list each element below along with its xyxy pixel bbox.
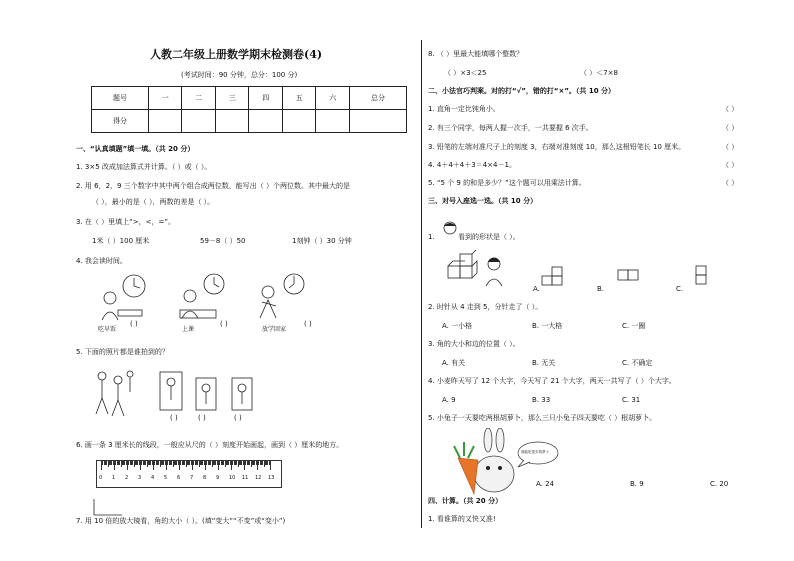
scene-caption: 上课 xyxy=(182,326,195,333)
judge-answer-paren[interactable]: （ ） xyxy=(722,161,739,169)
question-2: 2. 用 6，2，9 三个数字中其中两个组合成两位数，能写出（ ）个两位数。其中最大的是 xyxy=(76,182,350,190)
ruler-number: 6 xyxy=(177,475,181,481)
ruler-number: 7 xyxy=(190,475,194,481)
question-6: 6. 画一条 3 厘米长的线段，一般应从尺的（ ）刻度开始画起，画到（ ）厘米的地方。 xyxy=(76,441,344,449)
column-divider xyxy=(421,40,422,528)
choice-1-option[interactable]: A. xyxy=(533,285,540,293)
section-3-heading: 三、对号入座选一选。（共 10 分） xyxy=(428,197,538,205)
photo-answer-blank[interactable]: ( ) xyxy=(198,414,206,422)
time-answer-blank[interactable]: ( ) xyxy=(304,320,312,328)
question-7: 7. 用 10 倍的放大镜看，角的大小（ ）。(填“变大”“不变”或“变小”) xyxy=(76,517,286,525)
calc-question-1: 1. 看谁算的又快又准! xyxy=(428,515,496,523)
ruler-number: 5 xyxy=(164,475,168,481)
score-cell[interactable] xyxy=(182,110,216,133)
score-cell[interactable] xyxy=(282,110,316,133)
question-2-cont: （ ），最小的是（ ），两数的差是（ ）。 xyxy=(92,198,215,206)
choice-3-option[interactable]: A. 有关 xyxy=(442,359,466,367)
score-table-header: 一 xyxy=(148,87,182,110)
choice-5-option[interactable]: A. 24 xyxy=(536,480,555,488)
question-5: 5. 下面的照片都是谁拍到的？ xyxy=(76,348,169,356)
choice-4-option[interactable]: B. 33 xyxy=(532,396,551,404)
score-cell[interactable] xyxy=(349,110,406,133)
view-option-b-shape xyxy=(616,268,640,282)
question-3-item: 1刻钟（ ）30 分钟 xyxy=(292,237,352,245)
choice-5: 5. 小兔子一天要吃两根胡萝卜，那么三只小兔子四天要吃（ ）根胡萝卜。 xyxy=(428,414,657,422)
ruler-number: 0 xyxy=(99,475,103,481)
question-1: 1. 3×5 改成加法算式并计算。（ ）或（ ）。 xyxy=(76,163,212,171)
score-cell[interactable] xyxy=(148,110,182,133)
question-8-item: （ ）＜7×8 xyxy=(580,69,618,77)
choice-3: 3. 角的大小和边的位置（ ）。 xyxy=(428,340,520,348)
ruler-number: 1 xyxy=(112,475,116,481)
view-option-c-shape xyxy=(694,264,708,286)
choice-4: 4. 小麦昨天写了 12 个大字，今天写了 21 个大字，两天一共写了（ ）个大字。 xyxy=(428,377,676,385)
choice-3-option[interactable]: C. 不确定 xyxy=(622,359,653,367)
photo-answer-blank[interactable]: ( ) xyxy=(234,414,242,422)
section-4-heading: 四、计算。（共 20 分） xyxy=(428,497,503,505)
cubes-and-viewer-illustration xyxy=(444,250,510,290)
question-8-item: （ ）×3＜25 xyxy=(444,69,487,77)
judge-answer-paren[interactable]: （ ） xyxy=(722,124,739,132)
choice-2-option[interactable]: C. 一圈 xyxy=(622,322,646,330)
angle-icon xyxy=(90,497,124,519)
question-3-item: 59－8（ ）50 xyxy=(200,237,246,245)
score-table-header: 三 xyxy=(215,87,249,110)
choice-4-option[interactable]: C. 31 xyxy=(622,396,641,404)
clock-scenes-illustration xyxy=(96,272,306,324)
ruler-number: 11 xyxy=(242,475,249,481)
judge-item: 2. 有三个同学，每两人握一次手，一共要握 6 次手。 xyxy=(428,124,593,132)
ruler-tick xyxy=(270,461,271,470)
ruler xyxy=(96,460,282,488)
ruler-number: 4 xyxy=(151,475,155,481)
score-table-header: 六 xyxy=(316,87,350,110)
score-cell[interactable] xyxy=(316,110,350,133)
photo-answer-blank[interactable]: ( ) xyxy=(170,414,178,422)
question-8: 8. （ ）里最大能填哪个整数？ xyxy=(428,50,524,58)
score-cell[interactable] xyxy=(215,110,249,133)
section-1-heading: 一、“认真填题”填一填。（共 20 分） xyxy=(76,145,195,153)
judge-item: 1. 直角一定比钝角小。 xyxy=(428,105,500,113)
score-cell[interactable] xyxy=(249,110,283,133)
judge-item: 5. “5 个 9 的和是多少？”这个题可以用乘法计算。 xyxy=(428,179,586,187)
choice-1-number: 1. xyxy=(428,233,435,241)
judge-item: 4. 4＋4＋4＋3＝4×4－1。 xyxy=(428,161,516,169)
judge-answer-paren[interactable]: （ ） xyxy=(722,105,739,113)
ruler-number: 2 xyxy=(125,475,129,481)
view-option-a-shape xyxy=(540,266,564,286)
ruler-number: 9 xyxy=(216,475,220,481)
choice-2-option[interactable]: A. 一小格 xyxy=(442,322,473,330)
judge-answer-paren[interactable]: （ ） xyxy=(722,143,739,151)
choice-1-text: 看到的形状是（ ）。 xyxy=(458,233,520,241)
question-4: 4. 我会读时间。 xyxy=(76,257,127,265)
choice-3-option[interactable]: B. 无关 xyxy=(532,359,556,367)
ruler-number: 12 xyxy=(255,475,262,481)
scene-caption: 吃早饭 xyxy=(98,326,117,333)
score-row-label: 得分 xyxy=(92,110,149,133)
ruler-number: 10 xyxy=(229,475,236,481)
judge-answer-paren[interactable]: （ ） xyxy=(722,179,739,187)
question-3: 3. 在（ ）里填上“>，<，=”。 xyxy=(76,218,175,226)
time-answer-blank[interactable]: ( ) xyxy=(130,320,138,328)
choice-4-option[interactable]: A. 9 xyxy=(442,396,456,404)
choice-2-option[interactable]: B. 一大格 xyxy=(532,322,563,330)
scene-caption: 放学回家 xyxy=(262,326,287,333)
score-table-header: 题号 xyxy=(92,87,149,110)
choice-1-option[interactable]: C. xyxy=(676,285,684,293)
question-3-item: 1米（ ）100 厘米 xyxy=(92,237,150,245)
choice-5-option[interactable]: B. 9 xyxy=(630,480,644,488)
ruler-number: 13 xyxy=(268,475,275,481)
speech-bubble-text: 我能吃很多胡萝卜 xyxy=(521,450,549,454)
score-table-header: 四 xyxy=(249,87,283,110)
page-title: 人教二年级上册数学期末检测卷(4) xyxy=(150,48,323,61)
photographers-illustration xyxy=(92,368,292,418)
score-table-header: 二 xyxy=(182,87,216,110)
ruler-number: 3 xyxy=(138,475,142,481)
choice-1-option[interactable]: B. xyxy=(597,285,605,293)
score-table-header: 五 xyxy=(282,87,316,110)
time-answer-blank[interactable]: ( ) xyxy=(220,320,228,328)
rabbit-with-carrot-illustration xyxy=(444,428,526,498)
exam-info: (考试时间：90 分钟，总分：100 分) xyxy=(181,71,298,79)
score-table xyxy=(91,86,407,133)
ruler-number: 8 xyxy=(203,475,207,481)
judge-item: 3. 铅笔的左端对准尺子上的刻度 3，右端对准刻度 10，那么这根铅笔长 10 厘米。 xyxy=(428,143,686,151)
score-table-header: 总分 xyxy=(349,87,406,110)
choice-2: 2. 时针从 4 走到 5，分针走了（ ）。 xyxy=(428,303,543,311)
section-2-heading: 二、小法官巧判案。对的打“√”，错的打“×”。（共 10 分） xyxy=(428,87,616,95)
choice-5-option[interactable]: C. 20 xyxy=(710,480,729,488)
